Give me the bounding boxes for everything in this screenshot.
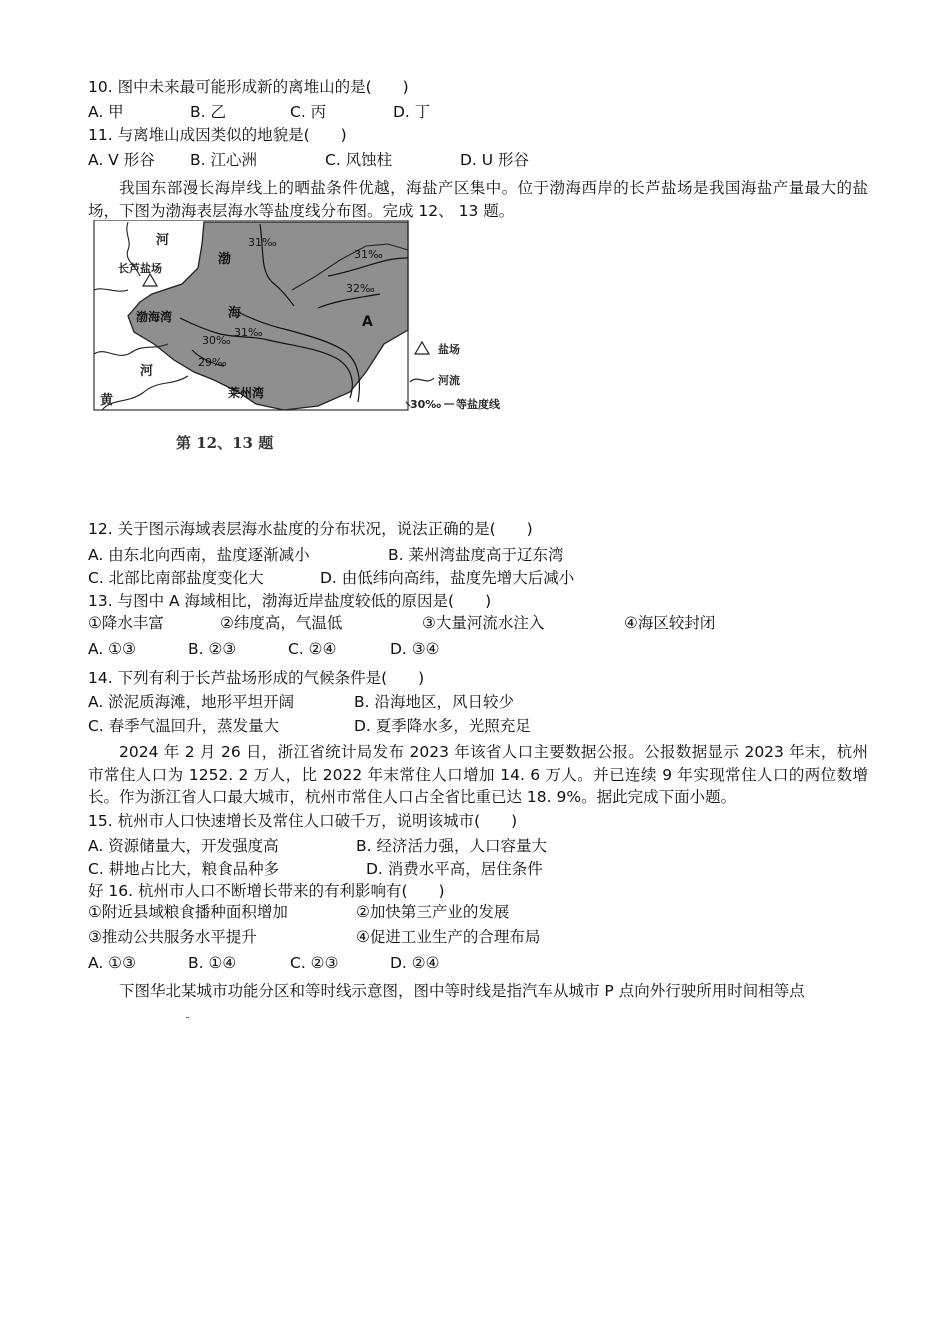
q16-stem: 好 16. 杭州市人口不断增长带来的有利影响有( ) <box>88 882 445 900</box>
q14-option-d: D. 夏季降水多，光照充足 <box>354 717 531 735</box>
city-intro-paragraph: 下图华北某城市功能分区和等时线示意图，图中等时线是指汽车从城市 P 点向外行驶所用时间相等点 <box>119 982 805 1000</box>
legend-salt-field-label: 盐场 <box>438 343 460 356</box>
label-river-mid: 河 <box>140 364 154 379</box>
legend-salt-field-icon <box>415 342 429 354</box>
q13-option-b: B. ②③ <box>188 640 237 658</box>
isoline-label-31-top: 31‰ <box>248 236 277 249</box>
q12-option-b: B. 莱州湾盐度高于辽东湾 <box>388 546 564 564</box>
salt-intro-paragraph: 我国东部漫长海岸线上的晒盐条件优越，海盐产区集中。位于渤海西岸的长芦盐场是我国海盐产量最大的盐场，下图为渤海表层海水等盐度线分布图。完成 12、 13 题。 <box>88 179 868 220</box>
q16-option-a: A. ①③ <box>88 954 136 972</box>
q13-item-2: ②纬度高，气温低 <box>220 614 343 632</box>
bohai-salinity-map-svg <box>88 220 528 460</box>
label-bohai-1: 渤 <box>218 252 232 267</box>
stray-mark <box>186 1017 189 1018</box>
isoline-label-29: 29‰ <box>198 356 227 369</box>
q11-option-c: C. 风蚀柱 <box>325 151 393 169</box>
q13-option-c: C. ②④ <box>288 640 337 658</box>
q12-option-c: C. 北部比南部盐度变化大 <box>88 569 264 587</box>
legend-river-label: 河流 <box>438 374 460 387</box>
map-caption: 第 12、13 题 <box>176 434 274 452</box>
label-bohai-bay: 渤海湾 <box>136 310 173 324</box>
q13-item-4: ④海区较封闭 <box>624 614 716 632</box>
q10-option-d: D. 丁 <box>393 103 431 121</box>
q16-item-3: ③推动公共服务水平提升 <box>88 928 257 946</box>
isoline-label-30: 30‰ <box>202 334 231 347</box>
q16-item-1: ①附近县域粮食播种面积增加 <box>88 903 288 921</box>
q15-option-a: A. 资源储量大，开发强度高 <box>88 837 279 855</box>
q15-stem: 15. 杭州市人口快速增长及常住人口破千万，说明该城市( ) <box>88 812 518 830</box>
q14-option-b: B. 沿海地区，风日较少 <box>354 693 514 711</box>
label-river-top: 河 <box>156 233 170 248</box>
q16-item-2: ②加快第三产业的发展 <box>356 903 510 921</box>
q15-option-c: C. 耕地占比大，粮食品种多 <box>88 860 280 878</box>
legend-isoline-label: 等盐度线 <box>456 398 500 411</box>
label-bohai-2: 海 <box>228 306 242 321</box>
isoline-label-31-right: 31‰ <box>354 248 383 261</box>
q12-option-a: A. 由东北向西南，盐度逐渐减小 <box>88 546 310 564</box>
label-area-a: A <box>362 314 373 330</box>
isoline-label-31-mid: 31‰ <box>234 326 263 339</box>
q10-option-a: A. 甲 <box>88 103 124 121</box>
label-yellow: 黄 <box>100 393 114 408</box>
q13-item-3: ③大量河流水注入 <box>422 614 545 632</box>
q16-option-c: C. ②③ <box>290 954 339 972</box>
q14-option-c: C. 春季气温回升，蒸发量大 <box>88 717 280 735</box>
q11-stem: 11. 与离堆山成因类似的地貌是( ) <box>88 126 347 144</box>
label-laizhou-bay: 莱州湾 <box>228 386 265 400</box>
q12-option-d: D. 由低纬向高纬，盐度先增大后减小 <box>320 569 575 587</box>
legend-isoline-sample: 30‰ <box>410 398 442 411</box>
legend-river-icon <box>410 378 434 382</box>
q13-option-d: D. ③④ <box>390 640 440 658</box>
q13-stem: 13. 与图中 A 海域相比，渤海近岸盐度较低的原因是( ) <box>88 592 492 610</box>
q10-stem: 10. 图中未来最可能形成新的离堆山的是( ) <box>88 78 409 96</box>
q13-item-1: ①降水丰富 <box>88 614 164 632</box>
q15-option-d: D. 消费水平高，居住条件 <box>366 860 543 878</box>
q14-option-a: A. 淤泥质海滩，地形平坦开阔 <box>88 693 295 711</box>
label-changlu-salt-field: 长芦盐场 <box>118 262 162 275</box>
q16-option-b: B. ①④ <box>188 954 237 972</box>
q16-item-4: ④促进工业生产的合理布局 <box>356 928 541 946</box>
isoline-label-32: 32‰ <box>346 282 375 295</box>
q11-option-b: B. 江心洲 <box>190 151 257 169</box>
population-intro-paragraph: 2024 年 2 月 26 日，浙江省统计局发布 2023 年该省人口主要数据公报。公报数据显示 2023 年末，杭州 市常住人口为 1252. 2 万人，比 2022 年末常住人口增加 14. 6 万人。并已连续 9 年实现常住人口的两位数增 长。作为浙江省人口最大城市，杭州市常住人口占全省比重已达 18. 9%。据此完成下面小题。 <box>88 743 868 806</box>
q10-option-c: C. 丙 <box>290 103 327 121</box>
q16-option-d: D. ②④ <box>390 954 440 972</box>
q13-option-a: A. ①③ <box>88 640 136 658</box>
q14-stem: 14. 下列有利于长芦盐场形成的气候条件是( ) <box>88 669 425 687</box>
q12-stem: 12. 关于图示海域表层海水盐度的分布状况，说法正确的是( ) <box>88 520 533 538</box>
q11-option-a: A. V 形谷 <box>88 151 155 169</box>
bohai-salinity-map <box>88 220 528 460</box>
q10-option-b: B. 乙 <box>190 103 226 121</box>
q15-option-b: B. 经济活力强，人口容量大 <box>356 837 547 855</box>
q11-option-d: D. U 形谷 <box>460 151 530 169</box>
